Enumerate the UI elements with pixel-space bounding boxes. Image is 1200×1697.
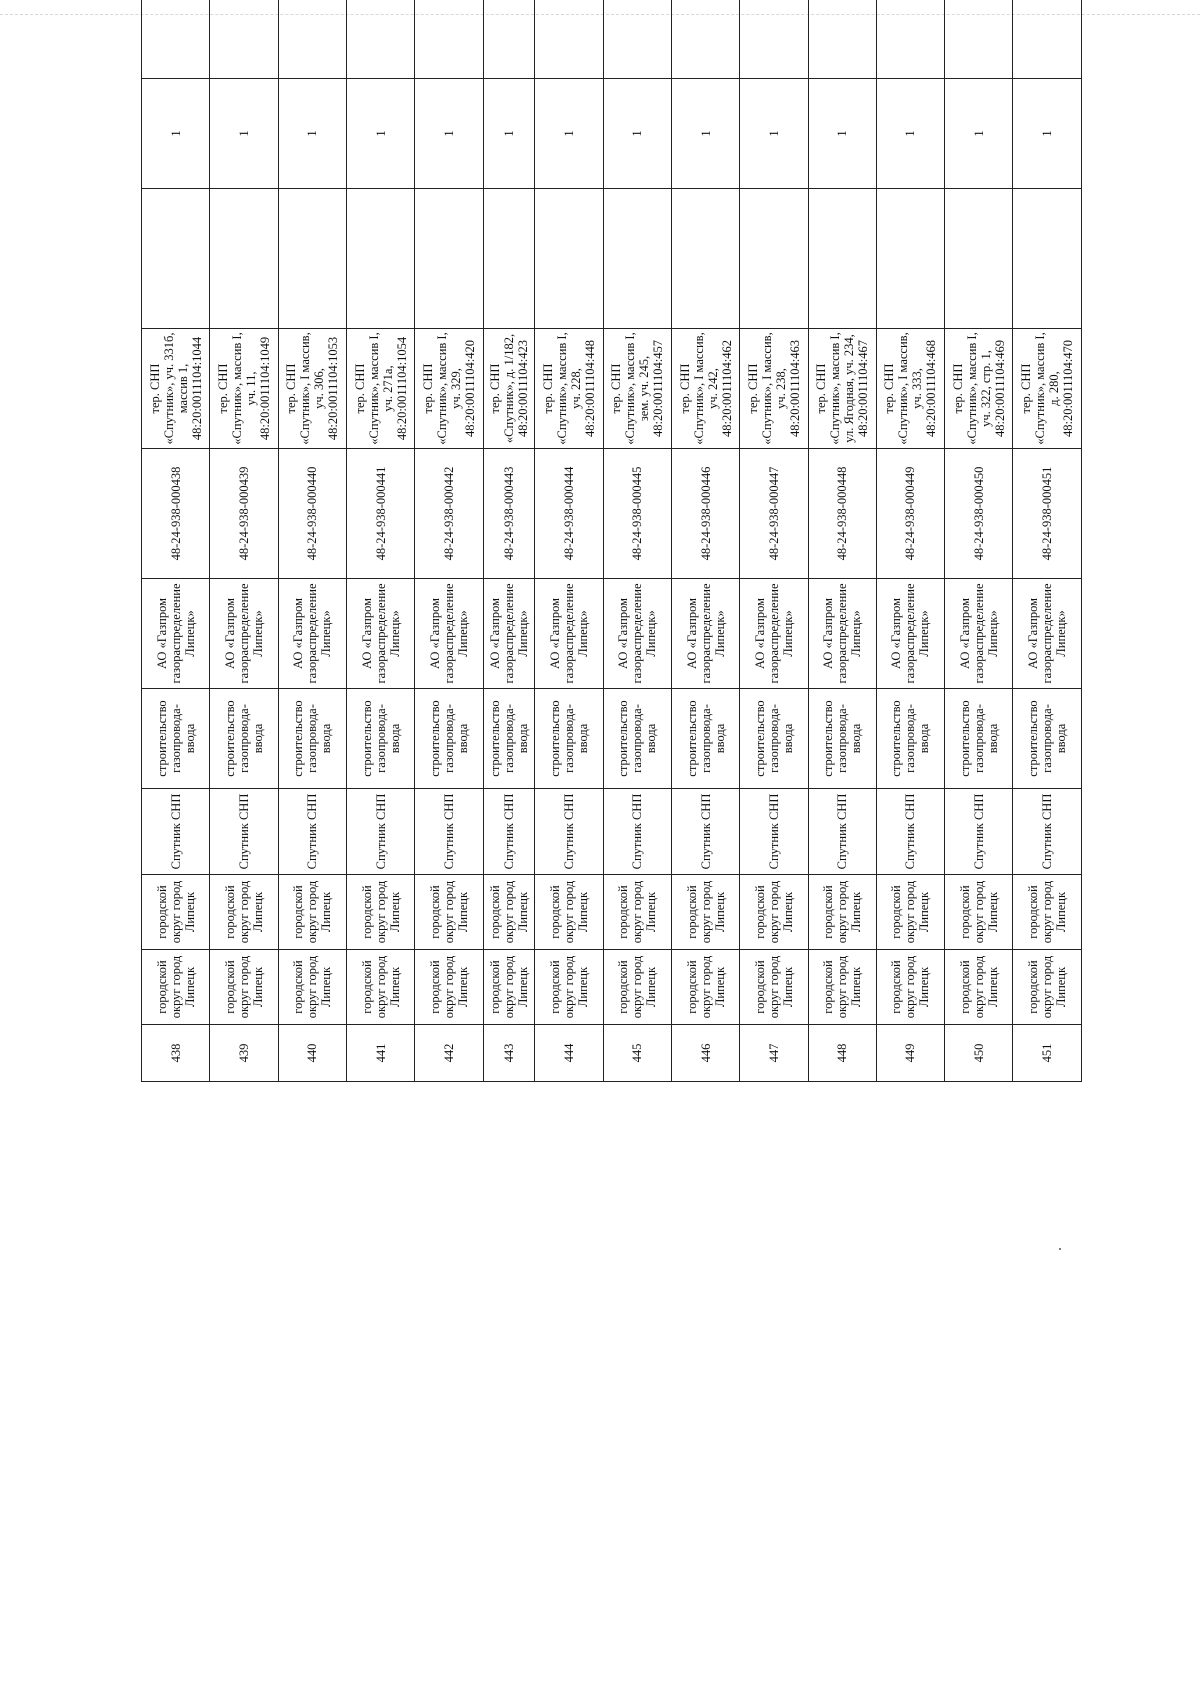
table-row — [671, 0, 739, 1082]
object-code-cell: 48-24-938-000449 — [876, 449, 944, 579]
municipality-cell: городской округ город Липецк — [483, 950, 535, 1025]
table-row — [945, 0, 1013, 1082]
quantity-cell: 1 — [945, 79, 1013, 189]
settlement-cell: городской округ город Липецк — [945, 875, 1013, 950]
empty-cell — [1013, 0, 1082, 79]
object-code-cell: 48-24-938-000444 — [535, 449, 603, 579]
organization-cell: АО «Газпром газораспределение Липецк» — [142, 579, 210, 689]
object-code-cell: 48-24-938-000441 — [346, 449, 414, 579]
address-cell: тер. СНП «Спутник», массив I, уч. 228, 48:20:0011104:448 — [535, 329, 603, 449]
work-type-cell: строительство газопровода-ввода — [415, 689, 483, 789]
table-row — [210, 0, 278, 1082]
table-row — [278, 0, 346, 1082]
object-code-cell: 48-24-938-000440 — [278, 449, 346, 579]
quantity-cell: 1 — [876, 79, 944, 189]
quantity-cell: 1 — [535, 79, 603, 189]
settlement-cell: городской округ город Липецк — [415, 875, 483, 950]
organization-cell: АО «Газпром газораспределение Липецк» — [740, 579, 808, 689]
empty-cell — [142, 0, 210, 79]
object-code-cell: 48-24-938-000439 — [210, 449, 278, 579]
locality-cell: Спутник СНП — [278, 789, 346, 875]
row-number-cell: 441 — [346, 1025, 414, 1082]
row-number-cell: 448 — [808, 1025, 876, 1082]
work-type-cell: строительство газопровода-ввода — [876, 689, 944, 789]
municipality-cell: городской округ город Липецк — [671, 950, 739, 1025]
row-number-cell: 443 — [483, 1025, 535, 1082]
row-number-cell: 439 — [210, 1025, 278, 1082]
object-code-cell: 48-24-938-000445 — [603, 449, 671, 579]
work-type-cell: строительство газопровода-ввода — [278, 689, 346, 789]
municipality-cell: городской округ город Липецк — [346, 950, 414, 1025]
row-number-cell: 438 — [142, 1025, 210, 1082]
address-cell: тер. СНП «Спутник», массив I, д. 280, 48:20:0011104:470 — [1013, 329, 1082, 449]
empty-cell — [483, 189, 535, 329]
organization-cell: АО «Газпром газораспределение Липецк» — [535, 579, 603, 689]
object-code-cell: 48-24-938-000443 — [483, 449, 535, 579]
empty-cell — [535, 189, 603, 329]
address-cell: тер. СНП «Спутник», массив I, ул. Ягодная, уч. 234, 48:20:0011104:467 — [808, 329, 876, 449]
organization-cell: АО «Газпром газораспределение Липецк» — [671, 579, 739, 689]
quantity-cell: 1 — [278, 79, 346, 189]
work-type-cell: строительство газопровода-ввода — [483, 689, 535, 789]
municipality-cell: городской округ город Липецк — [415, 950, 483, 1025]
work-type-cell: строительство газопровода-ввода — [142, 689, 210, 789]
organization-cell: АО «Газпром газораспределение Липецк» — [483, 579, 535, 689]
table-row — [483, 0, 535, 1082]
row-number-cell: 450 — [945, 1025, 1013, 1082]
organization-cell: АО «Газпром газораспределение Липецк» — [945, 579, 1013, 689]
work-type-cell: строительство газопровода-ввода — [671, 689, 739, 789]
quantity-cell: 1 — [346, 79, 414, 189]
quantity-cell: 1 — [483, 79, 535, 189]
organization-cell: АО «Газпром газораспределение Липецк» — [346, 579, 414, 689]
locality-cell: Спутник СНП — [535, 789, 603, 875]
quantity-cell: 1 — [415, 79, 483, 189]
empty-cell — [210, 0, 278, 79]
object-code-cell: 48-24-938-000447 — [740, 449, 808, 579]
settlement-cell: городской округ город Липецк — [142, 875, 210, 950]
row-number-cell: 445 — [603, 1025, 671, 1082]
address-cell: тер. СНП «Спутник», I массив, уч. 306, 48:20:0011104:1053 — [278, 329, 346, 449]
work-type-cell: строительство газопровода-ввода — [945, 689, 1013, 789]
address-cell: тер. СНП «Спутник», массив I, уч. 322, стр. 1, 48:20:0011104:469 — [945, 329, 1013, 449]
table-row — [535, 0, 603, 1082]
address-cell: тер. СНП «Спутник», д. 1/182, 48:20:0011104:423 — [483, 329, 535, 449]
object-code-cell: 48-24-938-000448 — [808, 449, 876, 579]
row-number-cell: 447 — [740, 1025, 808, 1082]
organization-cell: АО «Газпром газораспределение Липецк» — [603, 579, 671, 689]
table-row — [740, 0, 808, 1082]
row-number-cell: 446 — [671, 1025, 739, 1082]
work-type-cell: строительство газопровода-ввода — [808, 689, 876, 789]
municipality-cell: городской округ город Липецк — [142, 950, 210, 1025]
municipality-cell: городской округ город Липецк — [535, 950, 603, 1025]
work-type-cell: строительство газопровода-ввода — [740, 689, 808, 789]
municipality-cell: городской округ город Липецк — [740, 950, 808, 1025]
locality-cell: Спутник СНП — [876, 789, 944, 875]
empty-cell — [671, 0, 739, 79]
locality-cell: Спутник СНП — [671, 789, 739, 875]
address-cell: тер. СНП «Спутник», массив I, уч. 329, 48:20:0011104:420 — [415, 329, 483, 449]
settlement-cell: городской округ город Липецк — [876, 875, 944, 950]
table-row — [808, 0, 876, 1082]
locality-cell: Спутник СНП — [346, 789, 414, 875]
table-row — [415, 0, 483, 1082]
address-cell: тер. СНП «Спутник», массив I, уч. 271а, 48:20:0011104:1054 — [346, 329, 414, 449]
empty-cell — [740, 189, 808, 329]
locality-cell: Спутник СНП — [740, 789, 808, 875]
quantity-cell: 1 — [671, 79, 739, 189]
municipality-cell: городской округ город Липецк — [945, 950, 1013, 1025]
settlement-cell: городской округ город Липецк — [210, 875, 278, 950]
scan-speck — [1059, 1248, 1061, 1250]
empty-cell — [142, 189, 210, 329]
quantity-cell: 1 — [808, 79, 876, 189]
empty-cell — [603, 0, 671, 79]
organization-cell: АО «Газпром газораспределение Липецк» — [876, 579, 944, 689]
address-cell: тер. СНП «Спутник», I массив, уч. 333, 48:20:0011104:468 — [876, 329, 944, 449]
quantity-cell: 1 — [210, 79, 278, 189]
settlement-cell: городской округ город Липецк — [808, 875, 876, 950]
empty-cell — [603, 189, 671, 329]
locality-cell: Спутник СНП — [945, 789, 1013, 875]
empty-cell — [876, 0, 944, 79]
gasification-schedule-table — [141, 0, 1082, 1082]
table-row — [603, 0, 671, 1082]
locality-cell: Спутник СНП — [483, 789, 535, 875]
work-type-cell: строительство газопровода-ввода — [346, 689, 414, 789]
empty-cell — [808, 189, 876, 329]
municipality-cell: городской округ город Липецк — [808, 950, 876, 1025]
row-number-cell: 449 — [876, 1025, 944, 1082]
empty-cell — [1013, 189, 1082, 329]
work-type-cell: строительство газопровода-ввода — [535, 689, 603, 789]
empty-cell — [876, 189, 944, 329]
empty-cell — [483, 0, 535, 79]
table-row — [142, 0, 210, 1082]
table-row — [876, 0, 944, 1082]
quantity-cell: 1 — [1013, 79, 1082, 189]
object-code-cell: 48-24-938-000438 — [142, 449, 210, 579]
municipality-cell: городской округ город Липецк — [876, 950, 944, 1025]
object-code-cell: 48-24-938-000450 — [945, 449, 1013, 579]
work-type-cell: строительство газопровода-ввода — [603, 689, 671, 789]
quantity-cell: 1 — [740, 79, 808, 189]
address-cell: тер. СНП «Спутник», массив I, уч. 11, 48:20:0011104:1049 — [210, 329, 278, 449]
organization-cell: АО «Газпром газораспределение Липецк» — [278, 579, 346, 689]
settlement-cell: городской округ город Липецк — [346, 875, 414, 950]
table-row — [1013, 0, 1082, 1082]
empty-cell — [278, 189, 346, 329]
organization-cell: АО «Газпром газораспределение Липецк» — [210, 579, 278, 689]
settlement-cell: городской округ город Липецк — [483, 875, 535, 950]
empty-cell — [740, 0, 808, 79]
settlement-cell: городской округ город Липецк — [740, 875, 808, 950]
table-row — [346, 0, 414, 1082]
empty-cell — [415, 0, 483, 79]
address-cell: тер. СНП «Спутник», массив I, зем. уч. 245, 48:20:0011104:457 — [603, 329, 671, 449]
settlement-cell: городской округ город Липецк — [671, 875, 739, 950]
rotated-table-frame — [141, 130, 1082, 1603]
locality-cell: Спутник СНП — [1013, 789, 1082, 875]
municipality-cell: городской округ город Липецк — [210, 950, 278, 1025]
locality-cell: Спутник СНП — [603, 789, 671, 875]
empty-cell — [945, 189, 1013, 329]
object-code-cell: 48-24-938-000451 — [1013, 449, 1082, 579]
work-type-cell: строительство газопровода-ввода — [210, 689, 278, 789]
object-code-cell: 48-24-938-000442 — [415, 449, 483, 579]
row-number-cell: 442 — [415, 1025, 483, 1082]
address-cell: тер. СНП «Спутник», I массив, уч. 242, 48:20:0011104:462 — [671, 329, 739, 449]
organization-cell: АО «Газпром газораспределение Липецк» — [808, 579, 876, 689]
empty-cell — [210, 189, 278, 329]
quantity-cell: 1 — [142, 79, 210, 189]
address-cell: тер. СНП «Спутник», I массив, уч. 238, 48:20:0011104:463 — [740, 329, 808, 449]
organization-cell: АО «Газпром газораспределение Липецк» — [1013, 579, 1082, 689]
empty-cell — [535, 0, 603, 79]
municipality-cell: городской округ город Липецк — [603, 950, 671, 1025]
settlement-cell: городской округ город Липецк — [535, 875, 603, 950]
settlement-cell: городской округ город Липецк — [1013, 875, 1082, 950]
locality-cell: Спутник СНП — [142, 789, 210, 875]
empty-cell — [671, 189, 739, 329]
empty-cell — [278, 0, 346, 79]
empty-cell — [808, 0, 876, 79]
empty-cell — [346, 0, 414, 79]
empty-cell — [415, 189, 483, 329]
empty-cell — [346, 189, 414, 329]
locality-cell: Спутник СНП — [210, 789, 278, 875]
rotated-table-container — [141, 0, 1082, 1082]
settlement-cell: городской округ город Липецк — [278, 875, 346, 950]
empty-cell — [945, 0, 1013, 79]
municipality-cell: городской округ город Липецк — [278, 950, 346, 1025]
settlement-cell: городской округ город Липецк — [603, 875, 671, 950]
row-number-cell: 451 — [1013, 1025, 1082, 1082]
municipality-cell: городской округ город Липецк — [1013, 950, 1082, 1025]
quantity-cell: 1 — [603, 79, 671, 189]
work-type-cell: строительство газопровода-ввода — [1013, 689, 1082, 789]
locality-cell: Спутник СНП — [415, 789, 483, 875]
address-cell: тер. СНП «Спутник», уч. 331б, массив 1, 48:20:0011104:1044 — [142, 329, 210, 449]
locality-cell: Спутник СНП — [808, 789, 876, 875]
object-code-cell: 48-24-938-000446 — [671, 449, 739, 579]
organization-cell: АО «Газпром газораспределение Липецк» — [415, 579, 483, 689]
row-number-cell: 440 — [278, 1025, 346, 1082]
row-number-cell: 444 — [535, 1025, 603, 1082]
